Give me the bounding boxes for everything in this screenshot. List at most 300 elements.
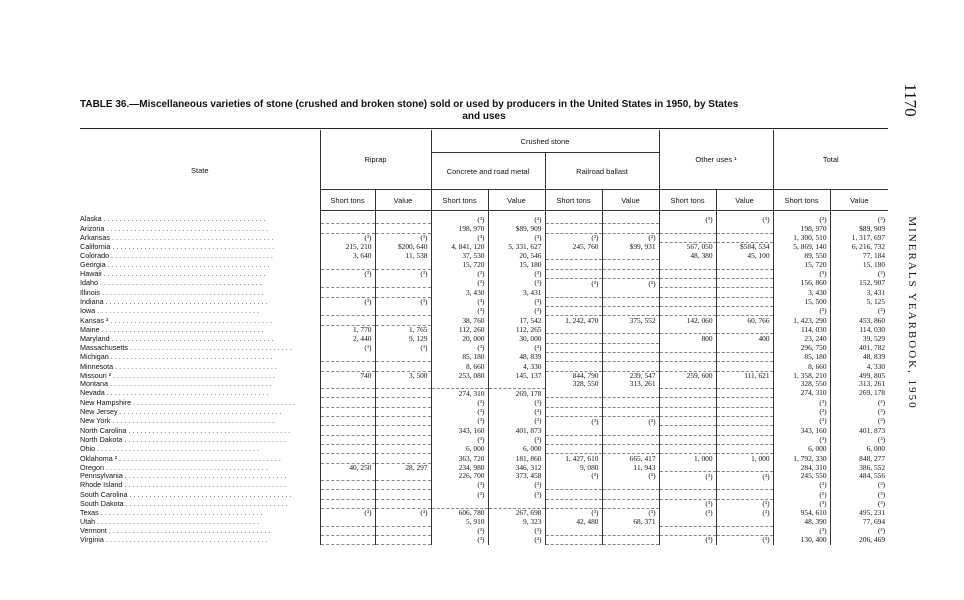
other-value-cell xyxy=(716,526,773,535)
concrete-tons-cell: 8, 660 xyxy=(431,362,488,371)
other-value-cell xyxy=(716,407,773,416)
railroad-value-cell xyxy=(602,306,659,315)
table-row xyxy=(80,251,888,260)
riprap-value-cell: (³) xyxy=(375,233,431,242)
riprap-value-cell xyxy=(375,211,431,224)
total-value-cell: 5, 125 xyxy=(830,297,888,306)
riprap-tons-cell xyxy=(320,352,375,361)
concrete-tons-cell: 6, 000 xyxy=(431,444,488,453)
riprap-tons-cell: 3, 640 xyxy=(320,251,375,260)
other-value-cell xyxy=(716,380,773,389)
state-cell: North Carolina . . . xyxy=(80,426,320,435)
railroad-value-cell xyxy=(602,490,659,499)
railroad-value-cell: (³) xyxy=(602,233,659,242)
concrete-value-cell: 112, 265 xyxy=(488,325,545,334)
concrete-tons-cell: (³) xyxy=(431,407,488,416)
total-tons-cell: 245, 550 xyxy=(773,472,830,481)
railroad-value-cell xyxy=(602,444,659,453)
concrete-value-cell: (³) xyxy=(488,526,545,535)
table-header xyxy=(80,130,888,211)
total-value-cell: 484, 556 xyxy=(830,472,888,481)
total-tons-cell: (³) xyxy=(773,481,830,490)
railroad-tons-cell xyxy=(545,398,602,407)
riprap-tons-cell xyxy=(320,380,375,389)
other-tons-cell xyxy=(659,233,716,242)
concrete-value-header: Value xyxy=(488,190,545,211)
riprap-tons-cell xyxy=(320,499,375,508)
total-tons-cell: (³) xyxy=(773,306,830,315)
concrete-tons-cell: 253, 080 xyxy=(431,371,488,380)
other-tons-cell: 567, 050 xyxy=(659,242,716,251)
concrete-tons-cell: 3, 430 xyxy=(431,288,488,297)
riprap-tons-cell: 2, 440 xyxy=(320,334,375,343)
other-value-cell xyxy=(716,435,773,444)
railroad-tons-cell xyxy=(545,297,602,306)
railroad-value-cell xyxy=(602,407,659,416)
concrete-value-cell: 4, 330 xyxy=(488,362,545,371)
total-header: Total xyxy=(773,130,888,190)
state-cell: Virginia . . . xyxy=(80,535,320,544)
concrete-tons-cell: (³) xyxy=(431,417,488,426)
riprap-tons-cell xyxy=(320,526,375,535)
total-tons-cell: (³) xyxy=(773,526,830,535)
other-tons-cell xyxy=(659,426,716,435)
concrete-value-cell: 3, 431 xyxy=(488,288,545,297)
table-row xyxy=(80,371,888,380)
total-tons-cell: 296, 750 xyxy=(773,343,830,352)
riprap-value-cell: 28, 297 xyxy=(375,463,431,472)
other-value-cell: (³) xyxy=(716,535,773,544)
total-value-cell: (³) xyxy=(830,481,888,490)
riprap-value-cell xyxy=(375,435,431,444)
table-row xyxy=(80,454,888,463)
railroad-value-cell: 68, 371 xyxy=(602,517,659,526)
concrete-tons-cell: (³) xyxy=(431,211,488,224)
other-value-cell xyxy=(716,352,773,361)
other-value-cell: (³) xyxy=(716,509,773,518)
concrete-value-cell: 9, 323 xyxy=(488,517,545,526)
riprap-tons-cell: (³) xyxy=(320,269,375,278)
riprap-value-cell xyxy=(375,279,431,288)
concrete-value-cell: 269, 178 xyxy=(488,389,545,398)
railroad-tons-cell: 844, 790 xyxy=(545,371,602,380)
total-tons-cell: 328, 550 xyxy=(773,380,830,389)
riprap-value-cell xyxy=(375,535,431,544)
riprap-tons-cell xyxy=(320,454,375,463)
total-tons-cell: 1, 792, 330 xyxy=(773,454,830,463)
total-value-cell: (³) xyxy=(830,435,888,444)
railroad-tons-cell xyxy=(545,352,602,361)
other-value-cell xyxy=(716,343,773,352)
total-tons-cell: 89, 550 xyxy=(773,251,830,260)
railroad-value-cell: (³) xyxy=(602,417,659,426)
riprap-tons-cell xyxy=(320,279,375,288)
riprap-tons-cell xyxy=(320,288,375,297)
railroad-value-cell: $99, 931 xyxy=(602,242,659,251)
riprap-tons-cell: 740 xyxy=(320,371,375,380)
railroad-tons-cell xyxy=(545,526,602,535)
riprap-value-cell: 1, 765 xyxy=(375,325,431,334)
total-tons-cell: 284, 310 xyxy=(773,463,830,472)
total-value-cell: 495, 231 xyxy=(830,509,888,518)
concrete-value-cell: (³) xyxy=(488,279,545,288)
railroad-tons-cell: (³) xyxy=(545,279,602,288)
total-value-cell: (³) xyxy=(830,269,888,278)
total-value-cell: $89, 909 xyxy=(830,224,888,233)
table-row xyxy=(80,334,888,343)
total-value-cell: 269, 178 xyxy=(830,389,888,398)
state-cell: Hawaii . . . xyxy=(80,269,320,278)
state-cell: Vermont . . . xyxy=(80,526,320,535)
concrete-tons-cell: 38, 760 xyxy=(431,316,488,325)
riprap-tons-cell xyxy=(320,211,375,224)
railroad-tons-cell xyxy=(545,407,602,416)
running-head: MINERALS YEARBOOK, 1950 xyxy=(906,216,918,410)
other-value-cell: (³) xyxy=(716,472,773,481)
concrete-tons-cell: (³) xyxy=(431,279,488,288)
table-row xyxy=(80,211,888,224)
riprap-tons-cell xyxy=(320,316,375,325)
other-tons-cell xyxy=(659,517,716,526)
railroad-tons-cell: (³) xyxy=(545,472,602,481)
state-cell: South Dakota . . . xyxy=(80,499,320,508)
caption-rule xyxy=(80,128,888,129)
concrete-tons-cell: 15, 720 xyxy=(431,260,488,269)
riprap-tons-cell xyxy=(320,481,375,490)
railroad-tons-cell xyxy=(545,343,602,352)
total-value-cell: 386, 552 xyxy=(830,463,888,472)
other-tons-cell: (³) xyxy=(659,499,716,508)
total-value-cell: (³) xyxy=(830,398,888,407)
riprap-tons-cell xyxy=(320,435,375,444)
riprap-value-cell xyxy=(375,499,431,508)
total-value-cell: 48, 839 xyxy=(830,352,888,361)
riprap-tons-cell xyxy=(320,417,375,426)
state-cell: Kansas ² . . . xyxy=(80,316,320,325)
other-value-cell xyxy=(716,279,773,288)
other-tons-cell xyxy=(659,306,716,315)
railroad-tons-cell: 42, 480 xyxy=(545,517,602,526)
total-value-cell: 77, 184 xyxy=(830,251,888,260)
concrete-tons-cell: 85, 180 xyxy=(431,352,488,361)
table-row xyxy=(80,463,888,472)
railroad-value-cell: 239, 547 xyxy=(602,371,659,380)
state-cell: Georgia . . . xyxy=(80,260,320,269)
concrete-tons-cell: (³) xyxy=(431,297,488,306)
state-cell: Nevada . . . xyxy=(80,389,320,398)
total-tons-cell: 954, 610 xyxy=(773,509,830,518)
concrete-tons-cell: 37, 530 xyxy=(431,251,488,260)
total-tons-cell: (³) xyxy=(773,407,830,416)
state-cell: Michigan . . . xyxy=(80,352,320,361)
table-row xyxy=(80,517,888,526)
concrete-tons-cell: (³) xyxy=(431,306,488,315)
concrete-tons-cell: 606, 780 xyxy=(431,509,488,518)
riprap-tons-cell xyxy=(320,426,375,435)
other-value-cell xyxy=(716,233,773,242)
state-cell: New Hampshire . . . xyxy=(80,398,320,407)
riprap-value-cell xyxy=(375,288,431,297)
riprap-value-cell: (³) xyxy=(375,297,431,306)
total-tons-header: Short tons xyxy=(773,190,830,211)
riprap-value-cell xyxy=(375,306,431,315)
concrete-value-cell: (³) xyxy=(488,407,545,416)
concrete-tons-cell: 4, 841, 120 xyxy=(431,242,488,251)
riprap-tons-cell xyxy=(320,490,375,499)
railroad-tons-cell: (³) xyxy=(545,417,602,426)
riprap-value-cell: 11, 538 xyxy=(375,251,431,260)
riprap-tons-cell: 40, 250 xyxy=(320,463,375,472)
railroad-tons-cell xyxy=(545,389,602,398)
table-row xyxy=(80,426,888,435)
other-value-cell: 400 xyxy=(716,334,773,343)
other-tons-cell xyxy=(659,260,716,269)
other-tons-cell xyxy=(659,297,716,306)
concrete-value-cell: (³) xyxy=(488,233,545,242)
table-row xyxy=(80,499,888,508)
total-value-cell: 77, 694 xyxy=(830,517,888,526)
railroad-value-cell: 375, 552 xyxy=(602,316,659,325)
caption-line-1: TABLE 36.—Miscellaneous varieties of stone (crushed and broken stone) sold or used by producers in the United States in 1950, by States xyxy=(80,99,739,110)
riprap-tons-cell xyxy=(320,472,375,481)
other-value-cell xyxy=(716,389,773,398)
total-tons-cell: 343, 160 xyxy=(773,426,830,435)
riprap-header: Riprap xyxy=(320,130,431,190)
other-value-cell xyxy=(716,444,773,453)
other-tons-cell xyxy=(659,435,716,444)
state-cell: Maine . . . xyxy=(80,325,320,334)
other-tons-cell xyxy=(659,325,716,334)
state-cell: Maryland . . . xyxy=(80,334,320,343)
concrete-value-cell xyxy=(488,499,545,508)
state-cell: Rhode Island . . . xyxy=(80,481,320,490)
state-cell: Arizona . . . xyxy=(80,224,320,233)
state-cell: Colorado . . . xyxy=(80,251,320,260)
total-tons-cell: 48, 390 xyxy=(773,517,830,526)
total-value-cell: 401, 782 xyxy=(830,343,888,352)
table-row xyxy=(80,269,888,278)
table-row xyxy=(80,398,888,407)
riprap-tons-cell xyxy=(320,398,375,407)
railroad-tons-cell xyxy=(545,306,602,315)
concrete-value-cell: 267, 698 xyxy=(488,509,545,518)
riprap-tons-cell xyxy=(320,517,375,526)
state-cell: Oklahoma ² . . . xyxy=(80,454,320,463)
total-value-cell: 4, 330 xyxy=(830,362,888,371)
railroad-value-cell xyxy=(602,269,659,278)
other-tons-cell xyxy=(659,279,716,288)
total-tons-cell: (³) xyxy=(773,499,830,508)
other-tons-cell xyxy=(659,444,716,453)
railroad-value-cell: (³) xyxy=(602,279,659,288)
riprap-value-cell xyxy=(375,472,431,481)
concrete-value-cell: 373, 458 xyxy=(488,472,545,481)
state-cell: Massachusetts . . . xyxy=(80,343,320,352)
other-tons-cell xyxy=(659,352,716,361)
table-row xyxy=(80,444,888,453)
total-value-cell: (³) xyxy=(830,526,888,535)
total-tons-cell: 130, 400 xyxy=(773,535,830,544)
concrete-value-cell: 5, 331, 627 xyxy=(488,242,545,251)
riprap-value-cell: (³) xyxy=(375,343,431,352)
other-value-cell: 45, 100 xyxy=(716,251,773,260)
riprap-value-cell xyxy=(375,352,431,361)
table-row xyxy=(80,279,888,288)
riprap-value-cell xyxy=(375,260,431,269)
total-value-cell: (³) xyxy=(830,417,888,426)
table-row xyxy=(80,233,888,242)
table-caption xyxy=(80,99,888,123)
railroad-tons-cell xyxy=(545,426,602,435)
riprap-tons-cell xyxy=(320,306,375,315)
other-value-cell xyxy=(716,490,773,499)
table-row xyxy=(80,288,888,297)
railroad-value-cell xyxy=(602,297,659,306)
other-tons-cell xyxy=(659,269,716,278)
railroad-value-header: Value xyxy=(602,190,659,211)
railroad-value-cell xyxy=(602,481,659,490)
railroad-tons-cell: 9, 080 xyxy=(545,463,602,472)
riprap-tons-cell xyxy=(320,389,375,398)
riprap-value-cell xyxy=(375,407,431,416)
table-row xyxy=(80,343,888,352)
concrete-value-cell: 181, 860 xyxy=(488,454,545,463)
table-row xyxy=(80,417,888,426)
state-cell: Illinois . . . xyxy=(80,288,320,297)
riprap-tons-cell: (³) xyxy=(320,233,375,242)
table-row xyxy=(80,242,888,251)
total-tons-cell: 1, 423, 290 xyxy=(773,316,830,325)
table-row xyxy=(80,435,888,444)
railroad-tons-cell: 245, 760 xyxy=(545,242,602,251)
table-row xyxy=(80,325,888,334)
railroad-tons-cell: 1, 242, 470 xyxy=(545,316,602,325)
total-value-cell: (³) xyxy=(830,306,888,315)
concrete-tons-cell: 198, 970 xyxy=(431,224,488,233)
state-cell: North Dakota . . . xyxy=(80,435,320,444)
riprap-value-cell xyxy=(375,224,431,233)
state-cell: Montana . . . xyxy=(80,380,320,389)
concrete-value-cell: 401, 873 xyxy=(488,426,545,435)
railroad-tons-cell xyxy=(545,362,602,371)
riprap-value-cell xyxy=(375,481,431,490)
riprap-tons-cell xyxy=(320,260,375,269)
table-row xyxy=(80,380,888,389)
total-value-cell: 3, 431 xyxy=(830,288,888,297)
other-value-header: Value xyxy=(716,190,773,211)
concrete-tons-cell: 363, 720 xyxy=(431,454,488,463)
railroad-tons-cell: (³) xyxy=(545,233,602,242)
railroad-value-cell: (³) xyxy=(602,472,659,481)
caption-line-2: and uses xyxy=(462,111,506,122)
railroad-tons-cell: (³) xyxy=(545,509,602,518)
other-tons-cell xyxy=(659,224,716,233)
table-row xyxy=(80,260,888,269)
other-value-cell xyxy=(716,269,773,278)
state-cell: Arkansas . . . xyxy=(80,233,320,242)
other-tons-cell xyxy=(659,481,716,490)
concrete-value-cell: (³) xyxy=(488,535,545,544)
total-value-cell: 848, 277 xyxy=(830,454,888,463)
railroad-value-cell xyxy=(602,535,659,544)
concrete-tons-cell: (³) xyxy=(431,535,488,544)
concrete-tons-cell: 343, 160 xyxy=(431,426,488,435)
railroad-tons-cell xyxy=(545,499,602,508)
other-value-cell xyxy=(716,260,773,269)
total-value-cell: (³) xyxy=(830,407,888,416)
table-row xyxy=(80,362,888,371)
railroad-tons-cell xyxy=(545,481,602,490)
state-cell: Idaho . . . xyxy=(80,279,320,288)
state-header: State xyxy=(190,165,209,175)
railroad-tons-header: Short tons xyxy=(545,190,602,211)
railroad-tons-cell xyxy=(545,325,602,334)
concrete-value-cell: 346, 312 xyxy=(488,463,545,472)
riprap-value-cell xyxy=(375,454,431,463)
other-value-cell xyxy=(716,325,773,334)
concrete-tons-cell: (³) xyxy=(431,490,488,499)
other-tons-cell xyxy=(659,398,716,407)
concrete-tons-cell: (³) xyxy=(431,481,488,490)
railroad-tons-cell xyxy=(545,251,602,260)
riprap-value-cell xyxy=(375,417,431,426)
concrete-value-cell: (³) xyxy=(488,435,545,444)
railroad-value-cell xyxy=(602,334,659,343)
total-value-cell: 206, 469 xyxy=(830,535,888,544)
riprap-value-cell xyxy=(375,398,431,407)
table-row xyxy=(80,535,888,544)
railroad-tons-cell: 328, 550 xyxy=(545,380,602,389)
state-cell: South Carolina . . . xyxy=(80,490,320,499)
concrete-value-cell: 48, 839 xyxy=(488,352,545,361)
total-tons-cell: 1, 358, 210 xyxy=(773,371,830,380)
other-value-cell xyxy=(716,288,773,297)
state-cell: California . . . xyxy=(80,242,320,251)
other-tons-cell xyxy=(659,417,716,426)
concrete-tons-cell: 274, 310 xyxy=(431,389,488,398)
concrete-tons-cell: 112, 260 xyxy=(431,325,488,334)
concrete-value-cell: (³) xyxy=(488,269,545,278)
riprap-tons-cell xyxy=(320,224,375,233)
total-value-cell: 1, 317, 697 xyxy=(830,233,888,242)
total-value-cell: 39, 529 xyxy=(830,334,888,343)
riprap-value-cell: 3, 500 xyxy=(375,371,431,380)
riprap-value-header: Value xyxy=(375,190,431,211)
concrete-value-cell: (³) xyxy=(488,297,545,306)
other-tons-cell xyxy=(659,526,716,535)
riprap-value-cell xyxy=(375,426,431,435)
total-tons-cell: 1, 300, 510 xyxy=(773,233,830,242)
concrete-value-cell: $89, 909 xyxy=(488,224,545,233)
railroad-value-cell xyxy=(602,343,659,352)
total-value-cell: 6, 000 xyxy=(830,444,888,453)
riprap-value-cell xyxy=(375,380,431,389)
concrete-value-cell: (³) xyxy=(488,417,545,426)
riprap-value-cell: $200, 640 xyxy=(375,242,431,251)
riprap-value-cell xyxy=(375,517,431,526)
concrete-value-cell xyxy=(488,380,545,389)
state-cell: Minnesota . . . xyxy=(80,362,320,371)
total-value-cell: (³) xyxy=(830,499,888,508)
other-tons-cell: 259, 600 xyxy=(659,371,716,380)
state-cell: Utah . . . xyxy=(80,517,320,526)
page-number: 1170 xyxy=(901,83,920,117)
state-cell: Missouri ² . . . xyxy=(80,371,320,380)
riprap-value-cell xyxy=(375,316,431,325)
state-cell: Iowa . . . xyxy=(80,306,320,315)
total-value-cell: 499, 805 xyxy=(830,371,888,380)
concrete-tons-cell: (³) xyxy=(431,526,488,535)
